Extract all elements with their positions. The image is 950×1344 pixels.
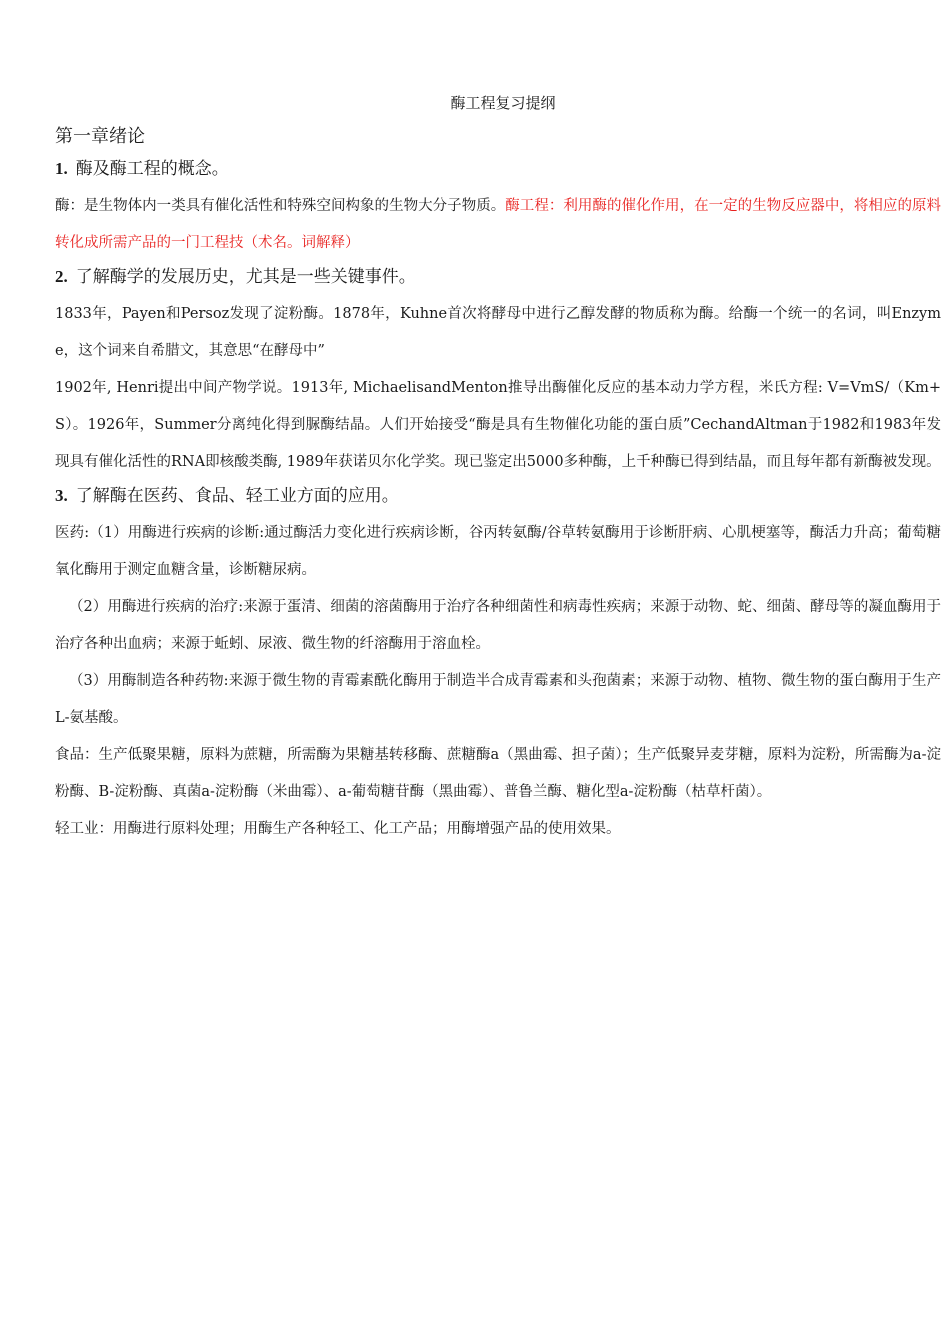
document-page <box>55 88 941 848</box>
chapter-heading: 第一章绪论 <box>55 126 145 147</box>
food-paragraph: 食品：生产低聚果糖，原料为蔗糖，所需酶为果糖基转移酶、蔗糖酶a（黑曲霉、担子菌）；生产低聚异麦芽糖，原料为淀粉，所需酶为a-淀粉酶、B-淀粉酶、真菌a-淀粉酶（米曲霉）、a-葡萄糖苷酶（黑曲霉）、普鲁兰酶、糖化型a-淀粉酶（枯草杆菌）。 <box>55 747 941 800</box>
enzyme-definition: 酶：是生物体内一类具有催化活性和特殊空间构象的生物大分子物质。 <box>55 198 506 214</box>
light-industry-paragraph: 轻工业：用酶进行原料处理；用酶生产各种轻工、化工产品；用酶增强产品的使用效果。 <box>55 821 621 837</box>
section-2-title: 了解酶学的发展历史，尤其是一些关键事件。 <box>75 267 416 287</box>
history-paragraph-2: 1902年, Henri提出中间产物学说。1913年, MichaelisandMenton推导出酶催化反应的基本动力学方程，米氏方程: V=VmS/（Km+S）。1926年，Summer分离纯化得到脲酶结晶。人们开始接受“酶是具有生物催化功能的蛋白质”CechandAltman于1982和1983年发现具有催化活性的RNA即核酸类酶, 1989年获诺贝尔化学奖。现已鉴定出5000多种酶，上千种酶已得到结晶，而且每年都有新酶被发现。 <box>55 380 941 470</box>
section-1-number: 1. <box>55 159 68 178</box>
section-2-heading <box>55 262 941 292</box>
section-1-title: 酶及酶工程的概念。 <box>75 159 229 179</box>
section-1-definition <box>55 188 941 262</box>
history-paragraph-1: 1833年，Payen和Persoz发现了淀粉酶。1878年，Kuhne首次将酵母中进行乙醇发酵的物质称为酶。给酶一个统一的名词，叫Enzyme，这个词来自希腊文，其意思“在酵母中” <box>55 306 941 359</box>
medicine-drugs-paragraph: （3）用酶制造各种药物:来源于微生物的青霉素酰化酶用于制造半合成青霉素和头孢菌素；来源于动物、植物、微生物的蛋白酶用于生产L-氨基酸。 <box>55 673 941 726</box>
section-3-title: 了解酶在医药、食品、轻工业方面的应用。 <box>75 486 399 506</box>
section-3-number: 3. <box>55 486 68 505</box>
section-2-number: 2. <box>55 267 68 286</box>
section-3-heading <box>55 481 941 511</box>
medicine-treatment-paragraph: （2）用酶进行疾病的治疗:来源于蛋清、细菌的溶菌酶用于治疗各种细菌性和病毒性疾病；来源于动物、蛇、细菌、酵母等的凝血酶用于治疗各种出血病；来源于蚯蚓、尿液、微生物的纤溶酶用于溶血栓。 <box>55 599 941 652</box>
enzyme-engineering-definition: 酶工程：利用酶的催化作用，在一定的生物反应器中，将相应的原料转化成所需产品的一门工程技（术名。词解释） <box>55 198 942 251</box>
document-title: 酶工程复习提纲 <box>450 94 556 112</box>
section-1-heading <box>55 154 941 184</box>
medicine-diagnosis-paragraph: 医药:（1）用酶进行疾病的诊断:通过酶活力变化进行疾病诊断，谷丙转氨酶/谷草转氨酶用于诊断肝病、心肌梗塞等，酶活力升高；葡萄糖氧化酶用于测定血糖含量，诊断糖尿病。 <box>55 525 941 578</box>
